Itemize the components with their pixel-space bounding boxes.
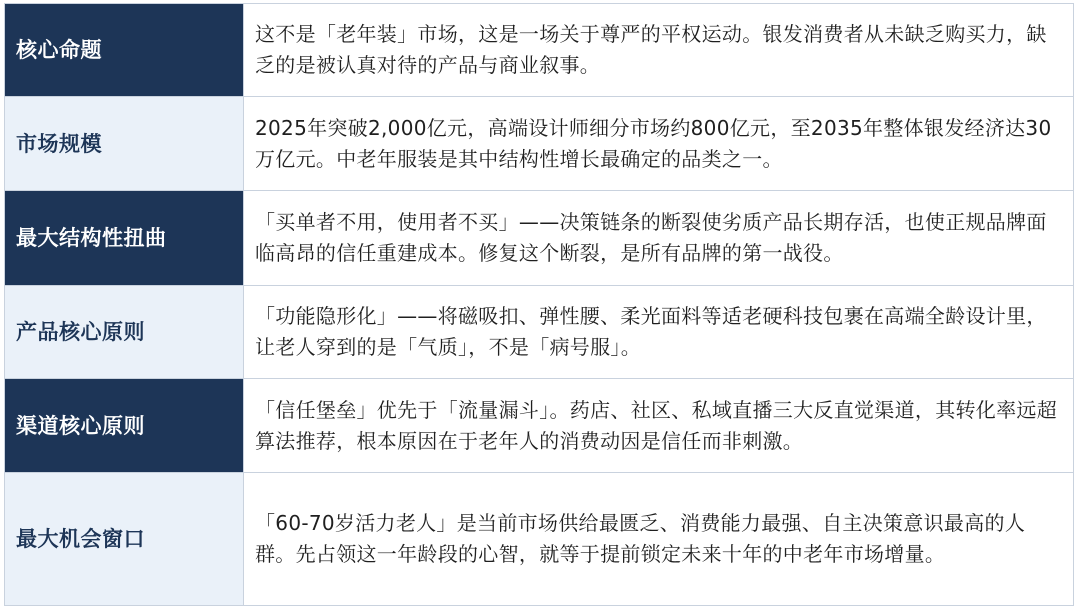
summary-table — [4, 3, 1074, 606]
table-row-product-principle — [5, 286, 1074, 379]
table-row-market-size — [5, 97, 1074, 191]
row-label: 核心命题 — [5, 4, 244, 97]
table-row-channel-principle — [5, 379, 1074, 473]
table-row-opportunity-window — [5, 473, 1074, 606]
row-content: 「买单者不用，使用者不买」——决策链条的断裂使劣质产品长期存活，也使正规品牌面临高昂的信任重建成本。修复这个断裂，是所有品牌的第一战役。 — [244, 191, 1074, 286]
row-label: 最大机会窗口 — [5, 473, 244, 606]
table-row-core-proposition — [5, 4, 1074, 97]
row-label: 渠道核心原则 — [5, 379, 244, 473]
row-content: 这不是「老年装」市场，这是一场关于尊严的平权运动。银发消费者从未缺乏购买力，缺乏的是被认真对待的产品与商业叙事。 — [244, 4, 1074, 97]
row-content: 「信任堡垒」优先于「流量漏斗」。药店、社区、私域直播三大反直觉渠道，其转化率远超算法推荐，根本原因在于老年人的消费动因是信任而非刺激。 — [244, 379, 1074, 473]
row-label: 最大结构性扭曲 — [5, 191, 244, 286]
row-content: 2025年突破2,000亿元，高端设计师细分市场约800亿元，至2035年整体银发经济达30万亿元。中老年服装是其中结构性增长最确定的品类之一。 — [244, 97, 1074, 191]
row-content: 「功能隐形化」——将磁吸扣、弹性腰、柔光面料等适老硬科技包裹在高端全龄设计里，让老人穿到的是「气质」，不是「病号服」。 — [244, 286, 1074, 379]
row-content: 「60-70岁活力老人」是当前市场供给最匮乏、消费能力最强、自主决策意识最高的人群。先占领这一年龄段的心智，就等于提前锁定未来十年的中老年市场增量。 — [244, 473, 1074, 606]
table-row-structural-distortion — [5, 191, 1074, 286]
row-label: 产品核心原则 — [5, 286, 244, 379]
row-label: 市场规模 — [5, 97, 244, 191]
